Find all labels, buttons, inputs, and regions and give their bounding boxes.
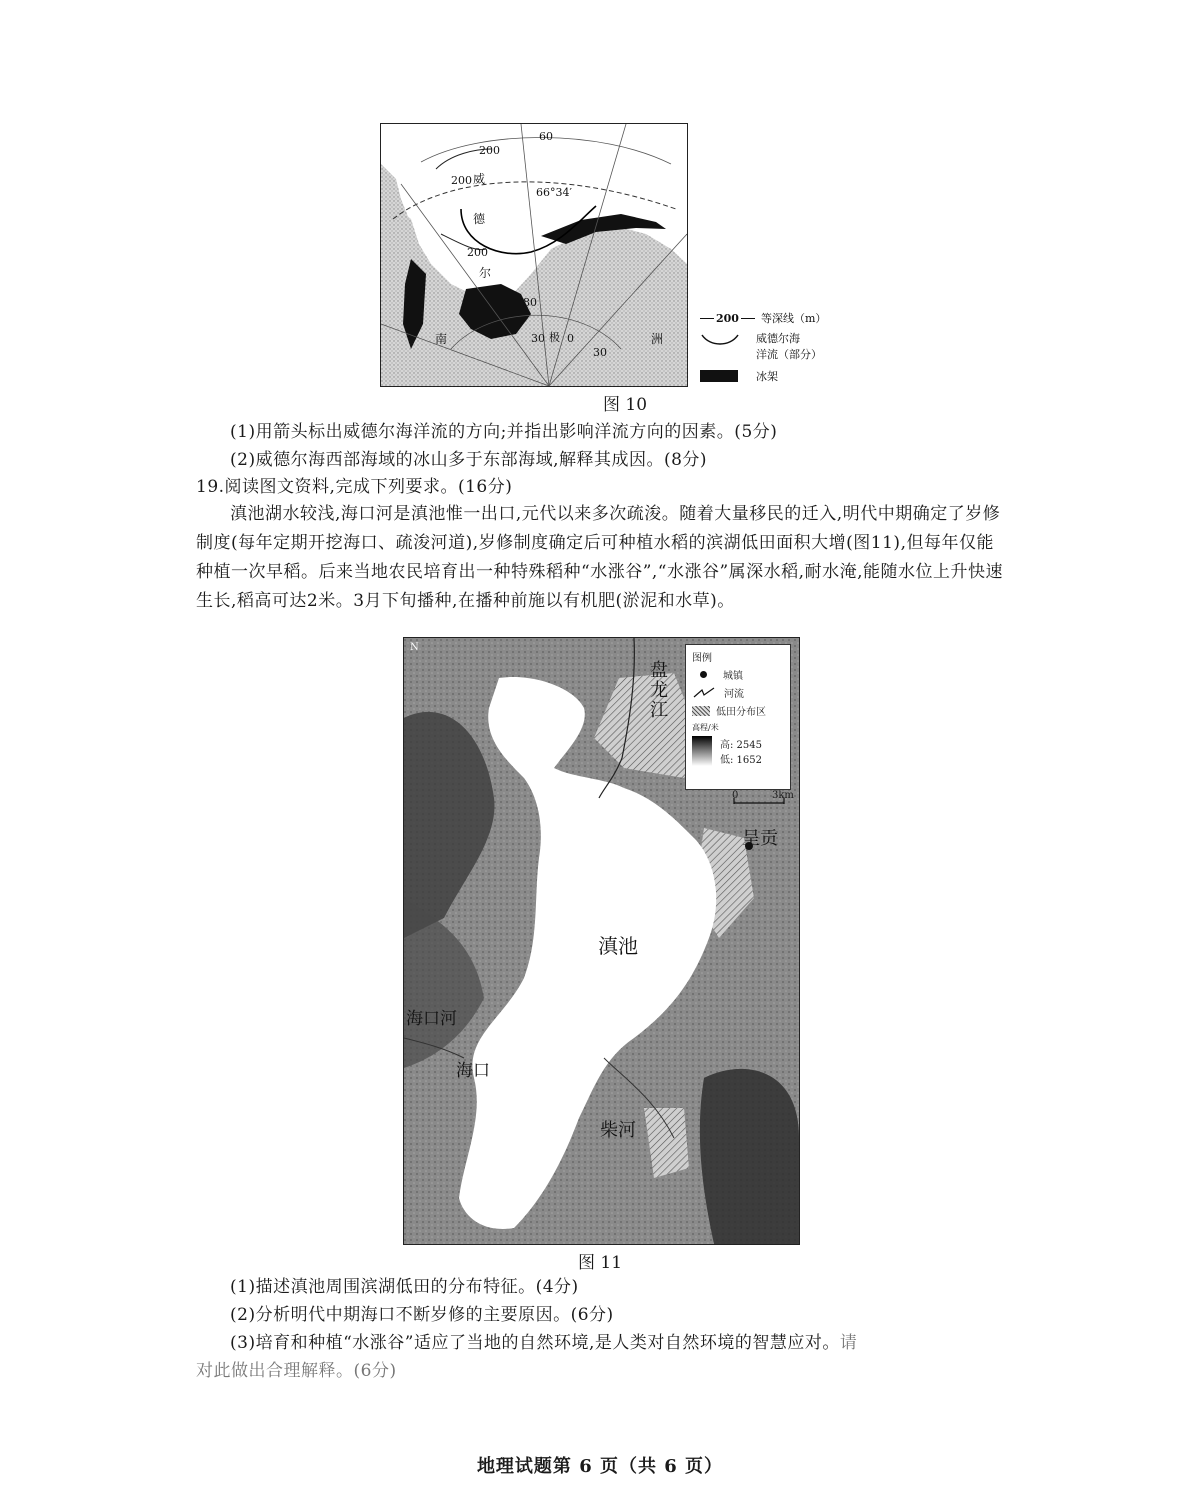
- q18-sub2: (2)威德尔海西部海域的冰山多于东部海域,解释其成因。(8分): [230, 450, 708, 470]
- label-lat-80: 80: [523, 296, 537, 309]
- antarctic-circle: [393, 182, 676, 219]
- north-arrow: N: [410, 642, 419, 653]
- figure-10-caption: 图 10: [602, 395, 648, 415]
- legend-title: 图例: [692, 653, 712, 664]
- ice-shelf-swatch: [700, 370, 738, 382]
- legend-current-line2: 洋流（部分）: [756, 348, 822, 361]
- label-isobath-200: 200: [467, 246, 488, 259]
- label-chenggong: 呈贡: [742, 828, 778, 849]
- q19-sub3: [196, 1329, 1004, 1357]
- figure-10-legend: [700, 310, 870, 388]
- page-footer: 地理试题第 6 页（共 6 页）: [476, 1456, 724, 1477]
- legend-isobath: [700, 310, 870, 326]
- label-de: 德: [473, 212, 486, 226]
- elevation-ramp: [692, 736, 712, 766]
- figure-11-legend: 图例 城镇 河流 低田分布区 高程/米 高: 2545 低: 1652: [685, 644, 791, 790]
- scale-3km: 3km: [772, 790, 794, 801]
- legend-town: 城镇: [692, 667, 784, 682]
- label-zero: 0: [567, 332, 574, 345]
- label-nan: 南: [435, 332, 448, 346]
- q19-sub3-cont: 对此做出合理解释。(6分): [196, 1361, 397, 1381]
- label-lat-60: 60: [539, 130, 553, 143]
- legend-river: 河流: [692, 685, 784, 700]
- legend-current-line1: 威德尔海: [756, 332, 800, 345]
- town-icon: [700, 671, 707, 678]
- q19-sub2: (2)分析明代中期海口不断岁修的主要原因。(6分): [230, 1305, 614, 1325]
- river-icon: [692, 687, 716, 699]
- label-isobath-200: 200: [479, 144, 500, 157]
- southeast-mountains: [700, 1069, 799, 1244]
- scale-zero: 0: [732, 790, 739, 801]
- figure-11-caption: 图 11: [577, 1253, 623, 1273]
- legend-isobath-value: 200: [716, 311, 739, 325]
- lowfield-icon: [692, 706, 710, 716]
- q19-sub1: (1)描述滇池周围滨湖低田的分布特征。(4分): [230, 1277, 579, 1297]
- weddell-sea-map: [381, 124, 687, 386]
- label-pole: 极: [549, 331, 560, 344]
- label-wei: 威: [473, 172, 486, 186]
- label-isobath-200: 200: [451, 174, 472, 187]
- label-antarctic-circle: 66°34′: [536, 186, 572, 199]
- label-e30: 30: [593, 346, 607, 359]
- label-er: 尔: [479, 266, 492, 280]
- q19-title: 19.阅读图文资料,完成下列要求。(16分): [196, 477, 513, 497]
- q18-sub1: (1)用箭头标出威德尔海洋流的方向;并指出影响洋流方向的因素。(5分): [230, 422, 778, 442]
- label-chai-river: 柴河: [600, 1120, 636, 1141]
- figure-11-map: [403, 637, 800, 1245]
- label-haikou: 海口: [456, 1061, 490, 1081]
- q19-sub3-tail: 请: [839, 1333, 858, 1353]
- figure-10-map: [380, 123, 688, 387]
- legend-isobath-text: 等深线（m）: [760, 312, 827, 325]
- label-panlong-river: 盘龙江: [647, 660, 668, 720]
- label-dianchi: 滇池: [598, 934, 638, 958]
- label-haikou-river: 海口河: [406, 1009, 457, 1029]
- q19-sub3-text: (3)培育和种植“水涨谷”适应了当地的自然环境,是人类对自然环境的智慧应对。: [230, 1333, 840, 1353]
- label-w30: 30: [531, 332, 545, 345]
- legend-lowfield: 低田分布区: [692, 703, 784, 718]
- q19-paragraph: 滇池湖水较浅,海口河是滇池惟一出口,元代以来多次疏浚。随着大量移民的迁入,明代中期确定了岁修制度(每年定期开挖海口、疏浚河道),岁修制度确定后可种植水稻的滨湖低田面积大增(图11),但每年仅能种植一次早稻。后来当地农民培育出一种特殊稻种“水涨谷”,“水涨谷”属深水稻,耐水淹,能随水位上升快速生长,稻高可达2米。3月下旬播种,在播种前施以有机肥(淤泥和水草)。: [196, 504, 1003, 611]
- label-zhou: 洲: [651, 332, 664, 346]
- legend-current: [700, 330, 870, 362]
- legend-ice-shelf: [700, 368, 870, 384]
- current-symbol: [700, 333, 740, 347]
- legend-elevation: 高: 2545 低: 1652: [692, 736, 784, 766]
- legend-ice-shelf-text: 冰架: [756, 370, 778, 383]
